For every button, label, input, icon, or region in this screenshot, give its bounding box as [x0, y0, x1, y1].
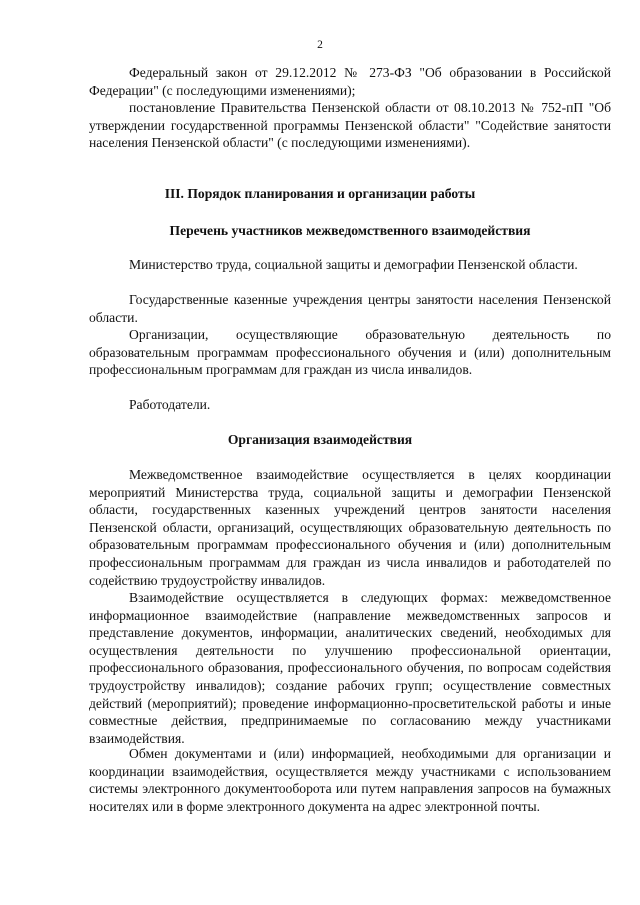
participant-employment-centers: Государственные казенные учреждения центры занятости населения Пензенской области. — [89, 292, 611, 325]
paragraph-interaction-forms: Взаимодействие осуществляется в следующих формах: межведомственное информационное взаимодействие (направление межведомственных запросов и представление документов, информации, аналитических сведений, необходимых для осуществления деятельности по улучшению профессиональной ориентации, профессионального образования, профессионального обучения, по вопросам содействия трудоустройству инвалидов); создание рабочих групп; осуществление совместных действий (мероприятий); проведение информационно-просветительской работы и иные совместные действия, предпринимаемые по согласованию между участниками взаимодействия. — [89, 590, 611, 746]
participants-heading: Перечень участников межведомственного взаимодействия — [169, 223, 531, 238]
organization-heading: Организация взаимодействия — [227, 432, 413, 447]
paragraph-resolution: постановление Правительства Пензенской области от 08.10.2013 № 752-пП "Об утверждении государственной программы Пензенской области" "Содействие занятости населения Пензенской области" (с последующими изменениями). — [89, 100, 611, 151]
paragraph-document-exchange: Обмен документами и (или) информацией, необходимыми для организации и координации взаимодействия, осуществляется между участниками с использованием системы электронного документооборота или путем направления запросов на бумажных носителях или в форме электронного документа на адрес электронной почты. — [89, 746, 611, 814]
page-number: 2 — [317, 39, 323, 51]
section-heading: III. Порядок планирования и организации работы — [164, 186, 476, 201]
participant-educational-orgs: Организации, осуществляющие образовательную деятельность по образовательным программам профессионального обучения и (или) дополнительным профессиональным программам для граждан из числа инвалидов. — [89, 327, 611, 378]
paragraph-interaction-purpose: Межведомственное взаимодействие осуществляется в целях координации мероприятий Министерства труда, социальной защиты и демографии Пензенской области, государственных казенных учреждений центров занятости населения Пензенской области, организаций, осуществляющих образовательную деятельность по образовательным программам профессионального обучения и (или) дополнительным профессиональным программам для граждан из числа инвалидов и работодателей по содействию трудоустройству инвалидов. — [89, 467, 611, 588]
participant-employers: Работодатели. — [129, 397, 211, 412]
paragraph-federal-law: Федеральный закон от 29.12.2012 № 273-ФЗ "Об образовании в Российской Федерации" (с последующими изменениями); — [89, 65, 611, 98]
participant-ministry: Министерство труда, социальной защиты и демографии Пензенской области. — [129, 257, 578, 272]
